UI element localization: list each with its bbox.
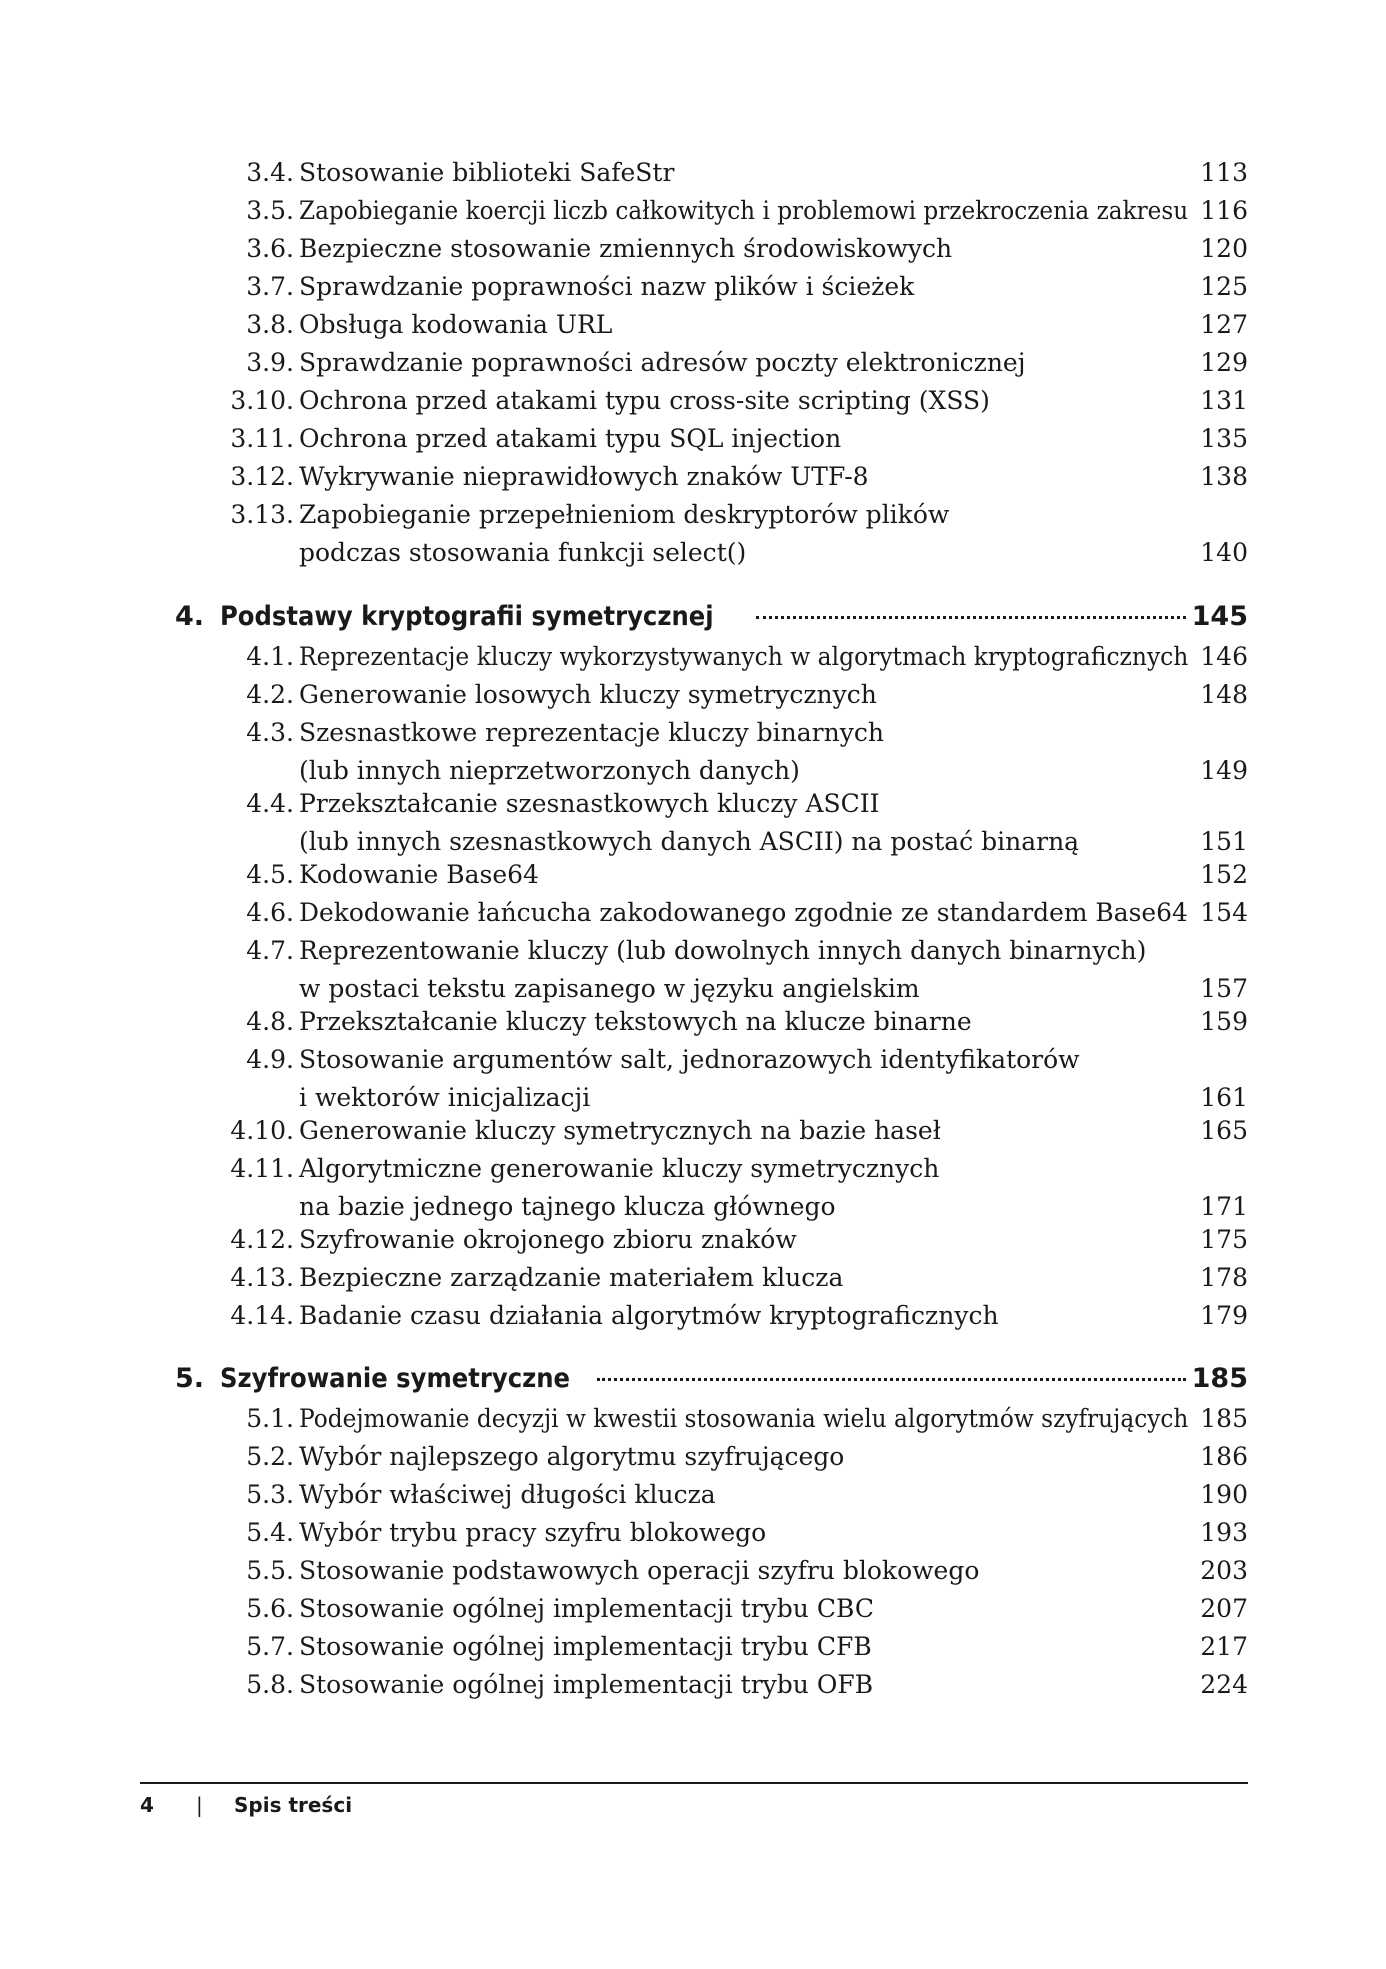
section-page: 154 xyxy=(1200,898,1248,927)
chapter-title: Szyfrowanie symetryczne xyxy=(220,1363,571,1394)
section-number: 3.10. xyxy=(230,386,294,415)
section-number: 4.1. xyxy=(246,642,294,671)
section-number: 5.7. xyxy=(246,1632,294,1661)
dot-leader xyxy=(756,616,1185,619)
section-title: Dekodowanie łańcucha zakodowanego zgodnie ze standardem Base64 xyxy=(299,898,1188,927)
chapter-heading xyxy=(0,594,1386,640)
section-title: Ochrona przed atakami typu cross-site scripting (XSS) xyxy=(299,386,990,415)
section-number: 4.3. xyxy=(246,718,294,747)
section-number: 4.12. xyxy=(230,1225,294,1254)
section-number: 5.1. xyxy=(246,1404,294,1433)
section-title-continued: i wektorów inicjalizacji xyxy=(299,1083,591,1112)
section-title: Reprezentacje kluczy wykorzystywanych w algorytmach kryptograficznych xyxy=(299,642,1189,671)
section-title: Sprawdzanie poprawności nazw plików i ścieżek xyxy=(299,272,915,301)
section-page: 193 xyxy=(1200,1518,1248,1547)
chapter-number: 4. xyxy=(175,601,205,632)
section-page: 113 xyxy=(1200,158,1248,187)
section-page: 151 xyxy=(1200,827,1248,856)
section-title: Zapobieganie przepełnieniom deskryptorów plików xyxy=(299,500,950,529)
section-number: 3.13. xyxy=(230,500,294,529)
section-page: 175 xyxy=(1200,1225,1248,1254)
section-title: Wybór najlepszego algorytmu szyfrującego xyxy=(299,1442,845,1471)
section-title: Generowanie losowych kluczy symetrycznych xyxy=(299,680,877,709)
section-page: 185 xyxy=(1200,1404,1248,1433)
section-number: 4.2. xyxy=(246,680,294,709)
section-title: Wybór trybu pracy szyfru blokowego xyxy=(299,1518,767,1547)
section-number: 5.8. xyxy=(246,1670,294,1699)
section-page: 224 xyxy=(1200,1670,1248,1699)
section-title: Bezpieczne zarządzanie materiałem klucza xyxy=(299,1263,844,1292)
dot-leader xyxy=(597,1378,1186,1381)
section-page: 131 xyxy=(1200,386,1248,415)
section-title: Sprawdzanie poprawności adresów poczty elektronicznej xyxy=(299,348,1026,377)
section-page: 171 xyxy=(1200,1192,1248,1221)
section-page: 146 xyxy=(1200,642,1248,671)
section-title: Przekształcanie kluczy tekstowych na klucze binarne xyxy=(299,1007,972,1036)
section-page: 165 xyxy=(1200,1116,1248,1145)
section-page: 148 xyxy=(1200,680,1248,709)
section-page: 207 xyxy=(1200,1594,1248,1623)
section-title-continued: na bazie jednego tajnego klucza głównego xyxy=(299,1192,836,1221)
section-page: 217 xyxy=(1200,1632,1248,1661)
section-number: 3.4. xyxy=(246,158,294,187)
section-title-continued: w postaci tekstu zapisanego w języku angielskim xyxy=(299,974,920,1003)
section-number: 3.5. xyxy=(246,196,294,225)
footer-separator: | xyxy=(196,1793,203,1817)
section-title-continued: (lub innych szesnastkowych danych ASCII) na postać binarną xyxy=(299,827,1080,856)
chapter-page: 185 xyxy=(1191,1363,1248,1394)
section-page: 138 xyxy=(1200,462,1248,491)
section-title: Generowanie kluczy symetrycznych na bazie haseł xyxy=(299,1116,941,1145)
section-page: 152 xyxy=(1200,860,1248,889)
section-number: 4.11. xyxy=(230,1154,294,1183)
chapter-number: 5. xyxy=(175,1363,205,1394)
section-title: Stosowanie podstawowych operacji szyfru blokowego xyxy=(299,1556,980,1585)
section-title: Wybór właściwej długości klucza xyxy=(299,1480,716,1509)
section-title: Obsługa kodowania URL xyxy=(299,310,613,339)
section-title: Reprezentowanie kluczy (lub dowolnych innych danych binarnych) xyxy=(299,936,1147,965)
chapter-title: Podstawy kryptografii symetrycznej xyxy=(220,601,714,632)
section-title: Algorytmiczne generowanie kluczy symetrycznych xyxy=(299,1154,940,1183)
section-number: 5.6. xyxy=(246,1594,294,1623)
section-title: Stosowanie ogólnej implementacji trybu CFB xyxy=(299,1632,872,1661)
section-page: 179 xyxy=(1200,1301,1248,1330)
section-number: 5.2. xyxy=(246,1442,294,1471)
footer-rule xyxy=(140,1782,1248,1784)
section-number: 4.6. xyxy=(246,898,294,927)
section-page: 159 xyxy=(1200,1007,1248,1036)
section-title: Stosowanie ogólnej implementacji trybu OFB xyxy=(299,1670,874,1699)
section-page: 116 xyxy=(1200,196,1248,225)
section-page: 127 xyxy=(1200,310,1248,339)
section-page: 120 xyxy=(1200,234,1248,263)
section-title: Wykrywanie nieprawidłowych znaków UTF-8 xyxy=(299,462,869,491)
section-number: 3.11. xyxy=(230,424,294,453)
section-title-continued: (lub innych nieprzetworzonych danych) xyxy=(299,756,800,785)
section-title: Badanie czasu działania algorytmów kryptograficznych xyxy=(299,1301,999,1330)
section-number: 4.5. xyxy=(246,860,294,889)
section-page: 157 xyxy=(1200,974,1248,1003)
section-number: 4.14. xyxy=(230,1301,294,1330)
section-title: Stosowanie ogólnej implementacji trybu CBC xyxy=(299,1594,874,1623)
chapter-heading xyxy=(0,1356,1386,1402)
section-page: 186 xyxy=(1200,1442,1248,1471)
section-number: 3.12. xyxy=(230,462,294,491)
section-number: 3.7. xyxy=(246,272,294,301)
section-page: 149 xyxy=(1200,756,1248,785)
section-number: 3.6. xyxy=(246,234,294,263)
section-page: 140 xyxy=(1200,538,1248,567)
section-page: 135 xyxy=(1200,424,1248,453)
section-title: Kodowanie Base64 xyxy=(299,860,539,889)
section-number: 5.5. xyxy=(246,1556,294,1585)
section-title: Szyfrowanie okrojonego zbioru znaków xyxy=(299,1225,797,1254)
section-title: Bezpieczne stosowanie zmiennych środowiskowych xyxy=(299,234,953,263)
section-title-continued: podczas stosowania funkcji select() xyxy=(299,538,747,567)
section-number: 4.4. xyxy=(246,789,294,818)
section-page: 129 xyxy=(1200,348,1248,377)
section-number: 5.3. xyxy=(246,1480,294,1509)
section-title: Podejmowanie decyzji w kwestii stosowania wielu algorytmów szyfrujących xyxy=(299,1404,1189,1433)
section-page: 161 xyxy=(1200,1083,1248,1112)
section-page: 178 xyxy=(1200,1263,1248,1292)
section-title: Przekształcanie szesnastkowych kluczy ASCII xyxy=(299,789,880,818)
section-title: Szesnastkowe reprezentacje kluczy binarnych xyxy=(299,718,884,747)
section-number: 4.10. xyxy=(230,1116,294,1145)
section-number: 4.13. xyxy=(230,1263,294,1292)
section-title: Stosowanie biblioteki SafeStr xyxy=(299,158,675,187)
footer-title: Spis treści xyxy=(234,1793,353,1817)
section-number: 3.8. xyxy=(246,310,294,339)
section-number: 4.9. xyxy=(246,1045,294,1074)
section-page: 203 xyxy=(1200,1556,1248,1585)
section-title: Zapobieganie koercji liczb całkowitych i problemowi przekroczenia zakresu xyxy=(299,196,1189,225)
section-page: 125 xyxy=(1200,272,1248,301)
section-title: Stosowanie argumentów salt, jednorazowych identyfikatorów xyxy=(299,1045,1080,1074)
footer-page-number: 4 xyxy=(140,1793,154,1817)
section-number: 4.8. xyxy=(246,1007,294,1036)
section-number: 3.9. xyxy=(246,348,294,377)
chapter-page: 145 xyxy=(1191,601,1248,632)
section-title: Ochrona przed atakami typu SQL injection xyxy=(299,424,842,453)
section-number: 5.4. xyxy=(246,1518,294,1547)
section-number: 4.7. xyxy=(246,936,294,965)
section-page: 190 xyxy=(1200,1480,1248,1509)
